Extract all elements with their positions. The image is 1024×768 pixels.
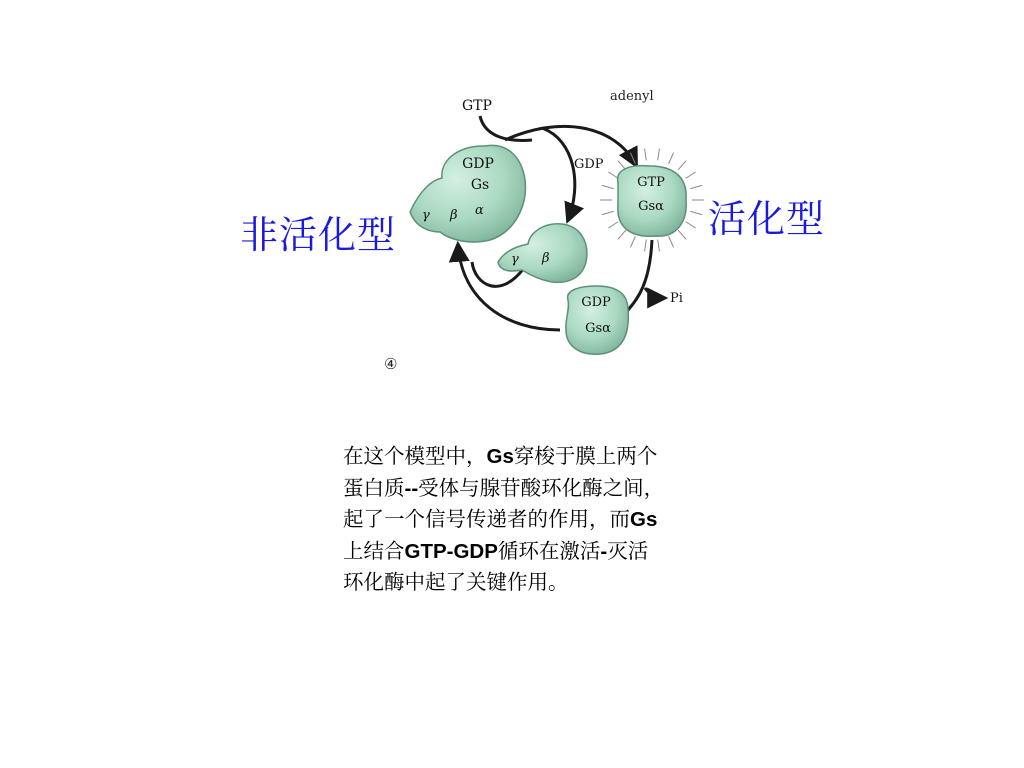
inactive-alpha-nucleotide: GDP [581, 295, 611, 310]
trimer-alpha-name: Gs [470, 177, 490, 193]
gtp-inflow-arrow [480, 116, 532, 140]
activity-ray [608, 172, 618, 178]
caption-bold-run: Gs [630, 508, 658, 531]
gdp-release-arrow [542, 128, 575, 220]
figure-number: ④ [384, 355, 398, 373]
caption-bold-run: Gs [486, 445, 514, 468]
bg-beta: β [542, 251, 550, 266]
activity-ray [645, 149, 647, 161]
activity-ray [602, 185, 614, 188]
activity-ray [658, 149, 660, 161]
activity-ray [690, 185, 702, 188]
activity-ray [686, 222, 696, 228]
caption-run: 在这个模型中， [343, 444, 487, 468]
caption-run: 穿梭于膜上两个 [513, 444, 658, 468]
caption-run: 起了一个信号传递者的作用，而 [343, 507, 630, 531]
caption-line [343, 441, 743, 473]
activity-ray [645, 240, 647, 252]
activity-ray [690, 211, 702, 214]
pi-release-arrow [645, 288, 664, 298]
caption-run: 灭活 [607, 538, 649, 563]
activity-ray [658, 240, 660, 252]
activity-ray [678, 230, 686, 239]
bg-gamma: γ [511, 252, 519, 267]
beta-gamma-subunit [498, 224, 587, 283]
trimer-nucleotide: GDP [462, 156, 494, 172]
trimer-beta: β [450, 208, 458, 223]
pi-label: Pi [670, 291, 683, 306]
inactive-form-label: 非活化型 [240, 213, 397, 257]
activity-ray [678, 161, 686, 170]
active-nucleotide: GTP [637, 175, 665, 190]
caption-line [343, 567, 743, 598]
caption-run: 蛋白质 [343, 475, 405, 500]
caption-line [343, 504, 743, 536]
activity-ray [618, 230, 626, 239]
caption-run: 上结合 [343, 538, 405, 563]
explanation-text [343, 441, 743, 598]
cropped-top-text: adenyl [610, 89, 654, 104]
gtp-in-label: GTP [462, 98, 492, 114]
trimer-alpha: α [475, 203, 484, 218]
caption-bold-run: GTP-GDP [404, 539, 498, 563]
caption-line [343, 536, 743, 568]
inactive-gs-alpha [566, 286, 628, 354]
caption-bold-run: - [600, 539, 608, 563]
activity-ray [602, 211, 614, 214]
caption-bold-run: -- [404, 476, 419, 500]
activity-ray [630, 236, 635, 247]
caption-run: 循环在激活 [497, 538, 601, 563]
inactive-alpha-name: Gsα [585, 321, 611, 336]
activity-ray [669, 236, 674, 247]
active-gs-alpha [600, 149, 704, 252]
caption-run: 受体与腺苷酸环化酶之间， [418, 475, 665, 500]
active-form-label: 活化型 [708, 197, 826, 241]
gdp-out-label: GDP [574, 157, 604, 172]
trimer-gamma: γ [422, 208, 430, 223]
caption-line [343, 473, 743, 505]
inactive-g-protein-trimer [410, 145, 525, 242]
caption-run: 环化酶中起了关键作用。 [343, 570, 569, 594]
active-name: Gsα [638, 199, 664, 214]
activity-ray [686, 172, 696, 178]
activity-ray [608, 222, 618, 228]
activity-ray [669, 153, 674, 164]
